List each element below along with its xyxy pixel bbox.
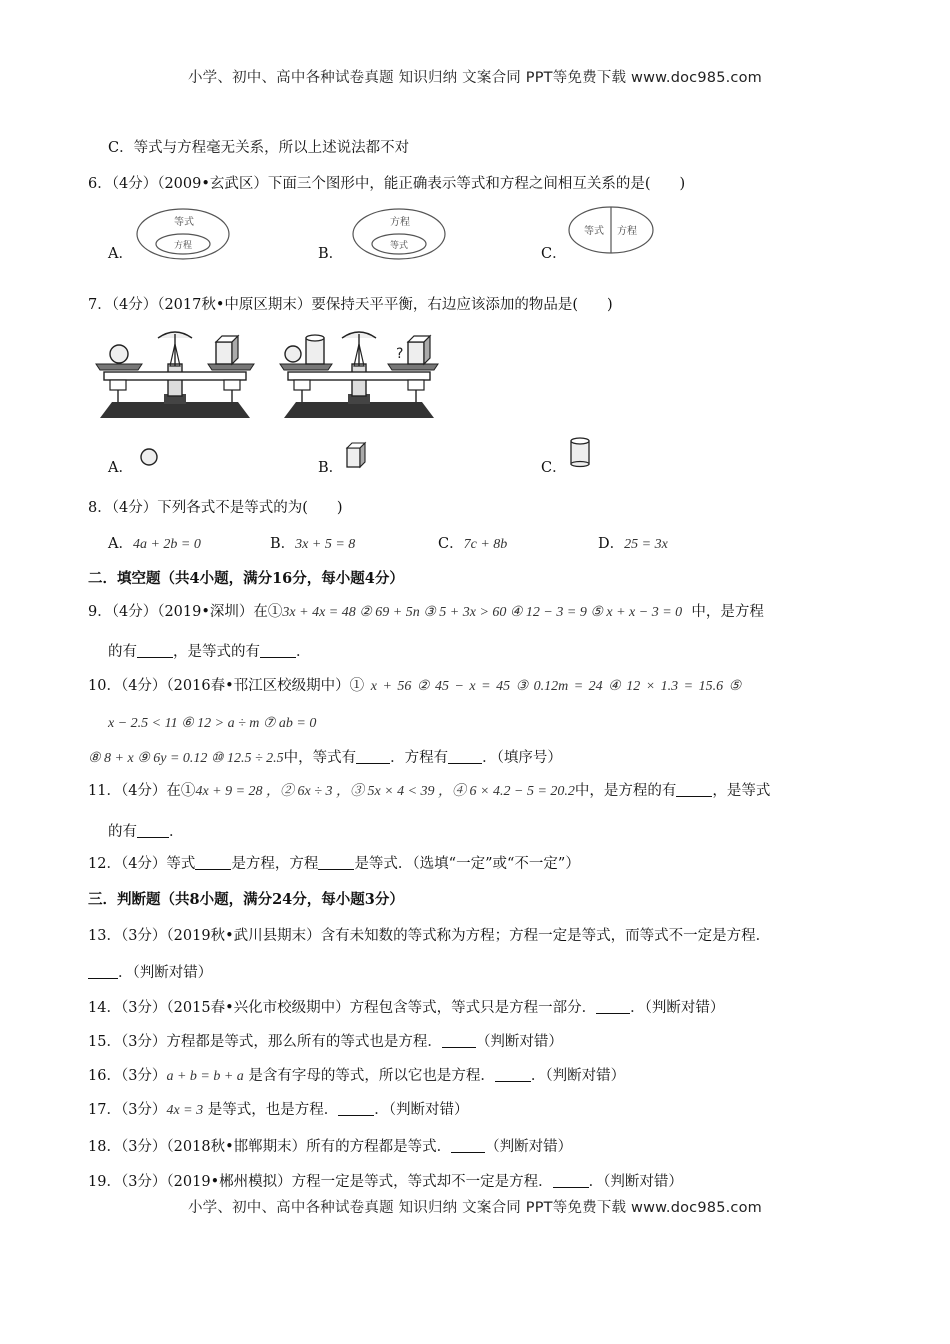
q6-figure-b-inner-label: 等式 xyxy=(390,241,409,251)
q7-cylinder-icon xyxy=(568,436,592,468)
q16-blank xyxy=(495,1067,531,1082)
q12-blank-1 xyxy=(195,855,231,870)
q8-option-d-label: D． xyxy=(598,536,625,552)
q14-blank xyxy=(596,999,630,1014)
q18-blank xyxy=(451,1138,485,1153)
q10-formulas-1: x + 56 ② 45 − x = 45 ③ 0.12m = 24 ④ 12 × 1.3 = 15.6 ⑤ xyxy=(370,679,742,694)
q7-option-c: C． xyxy=(541,460,567,476)
q6-option-c: C． xyxy=(541,246,567,262)
q10-line-2 xyxy=(108,713,316,734)
q13-blank xyxy=(88,964,118,979)
q13-line-2: ．（判断对错） xyxy=(88,963,212,983)
q11-line-2: 的有 ． xyxy=(108,824,184,840)
page-footer: 小学、初中、高中各种试卷真题 知识归纳 文案合同 PPT等免费下载 www.doc985.com xyxy=(187,1200,763,1216)
q16-formula: a + b = b + a xyxy=(166,1069,244,1084)
q6-option-a: A． xyxy=(108,246,133,262)
q7-text: 7．（4分）（2017秋•中原区期末）要保持天平平衡，右边应该添加的物品是( ) xyxy=(88,297,613,313)
q7-cuboid-icon xyxy=(344,440,368,470)
q19-text: 19．（3分）（2019•郴州模拟）方程一定是等式，等式却不一定是方程． ．（判断对错） xyxy=(88,1174,683,1190)
q8-text: 8．（4分）下列各式不是等式的为( ) xyxy=(88,500,343,516)
q6-figure-c xyxy=(566,204,656,256)
q7-balance-1 xyxy=(92,326,258,422)
q8-option-b xyxy=(270,532,355,553)
q9-line-1 xyxy=(88,602,764,623)
q10-line-3: ⑧ 8 + x ⑨ 6y = 0.12 ⑩ 12.5 ÷ 2.5中，等式有 ．方程有 ．（填序号） xyxy=(88,750,562,766)
q15-blank xyxy=(442,1033,476,1048)
q9-suffix: 中，是方程 xyxy=(691,604,764,620)
q7-option-b: B． xyxy=(318,460,344,476)
q11-line-1: 11．（4分）在①4x + 9 = 28 ，② 6x ÷ 3 ，③ 5x × 4 < 39 ，④ 6 × 4.2 − 5 = 20.2中，是方程的有 ，是等式 xyxy=(88,783,771,799)
q8-option-d-formula: 25 = 3x xyxy=(624,537,668,552)
q9-prefix: 9．（4分）（2019•深圳）在① xyxy=(88,604,283,620)
q15-text: 15．（3分）方程都是等式，那么所有的等式也是方程． （判断对错） xyxy=(88,1034,563,1050)
q9-formulas: 3x + 4x = 48 ② 69 + 5n ③ 5 + 3x > 60 ④ 12 − 3 = 9 ⑤ x + x − 3 = 0 xyxy=(282,605,683,620)
q6-text: 6．（4分）（2009•玄武区）下面三个图形中，能正确表示等式和方程之间相互关系的是( ) xyxy=(88,176,686,192)
q7-question-mark: ? xyxy=(396,346,404,362)
q8-option-b-formula: 3x + 5 = 8 xyxy=(295,537,356,552)
q8-option-a xyxy=(108,532,201,553)
q7-balance-2 xyxy=(276,326,442,422)
q17-text: 17．（3分）4x = 3 是等式，也是方程． ．（判断对错） xyxy=(88,1102,469,1118)
q8-option-c-label: C． xyxy=(438,536,464,552)
q6-figure-a xyxy=(134,206,232,262)
q6-figure-b-outer-label: 方程 xyxy=(390,217,410,228)
q8-option-c-formula: 7c + 8b xyxy=(463,537,508,552)
q6-figure-c-right-label: 方程 xyxy=(617,226,637,237)
q17-blank xyxy=(338,1101,374,1116)
q10-prefix: 10．（4分）（2016春•邗江区校级期中）① xyxy=(88,678,365,694)
q6-figure-a-inner-label: 方程 xyxy=(174,241,193,251)
q8-option-c xyxy=(438,532,507,553)
q6-figure-b xyxy=(350,206,448,262)
section-3-title: 三．判断题（共8小题，满分24分，每小题3分） xyxy=(88,891,404,908)
q12-blank-2 xyxy=(318,855,354,870)
q10-line-1 xyxy=(88,676,741,697)
q10-formulas-3: ⑧ 8 + x ⑨ 6y = 0.12 ⑩ 12.5 ÷ 2.5 xyxy=(88,751,284,766)
q16-text: 16．（3分）a + b = b + a 是含有字母的等式，所以它也是方程． ．（判断对错） xyxy=(88,1068,626,1084)
q10-blank-1 xyxy=(356,749,390,764)
q11-blank-2 xyxy=(137,823,169,838)
q9-blank-2 xyxy=(260,643,296,658)
q14-text: 14．（3分）（2015春•兴化市校级期中）方程包含等式，等式只是方程一部分． ．（判断对错） xyxy=(88,1000,725,1016)
q10-formulas-2: x − 2.5 < 11 ⑥ 12 > a ÷ m ⑦ ab = 0 xyxy=(108,716,317,731)
q17-formula: 4x = 3 xyxy=(166,1103,204,1118)
q9-blank-1 xyxy=(137,643,173,658)
q8-option-a-label: A． xyxy=(108,536,133,552)
q6-figure-a-outer-label: 等式 xyxy=(174,217,194,228)
q11-blank-1 xyxy=(676,782,712,797)
q11-formulas: 4x + 9 = 28 ，② 6x ÷ 3 ，③ 5x × 4 < 39 ，④ 6 × 4.2 − 5 = 20.2 xyxy=(195,784,575,799)
q6-figure-c-left-label: 等式 xyxy=(584,226,604,237)
section-2-title: 二．填空题（共4小题，满分16分，每小题4分） xyxy=(88,570,404,587)
q18-text: 18．（3分）（2018秋•邯郸期末）所有的方程都是等式． （判断对错） xyxy=(88,1139,573,1155)
q8-option-a-formula: 4a + 2b = 0 xyxy=(132,537,201,552)
page-header: 小学、初中、高中各种试卷真题 知识归纳 文案合同 PPT等免费下载 www.doc985.com xyxy=(187,70,763,86)
q12-text: 12．（4分）等式 是方程，方程 是等式．（选填“一定”或“不一定”） xyxy=(88,856,580,872)
q6-option-b: B． xyxy=(318,246,344,262)
q7-option-a: A． xyxy=(108,460,133,476)
q8-option-d xyxy=(598,532,668,553)
q5-option-c: C．等式与方程毫无关系，所以上述说法都不对 xyxy=(108,140,410,156)
q19-blank xyxy=(553,1173,589,1188)
q10-blank-2 xyxy=(448,749,482,764)
q13-line-1: 13．（3分）（2019秋•武川县期末）含有未知数的等式称为方程；方程一定是等式，而等式不一定是方程． xyxy=(88,928,771,944)
q8-option-b-label: B． xyxy=(270,536,296,552)
q9-line-2: 的有 ，是等式的有 ． xyxy=(108,644,311,660)
q7-ball-icon xyxy=(138,446,160,468)
